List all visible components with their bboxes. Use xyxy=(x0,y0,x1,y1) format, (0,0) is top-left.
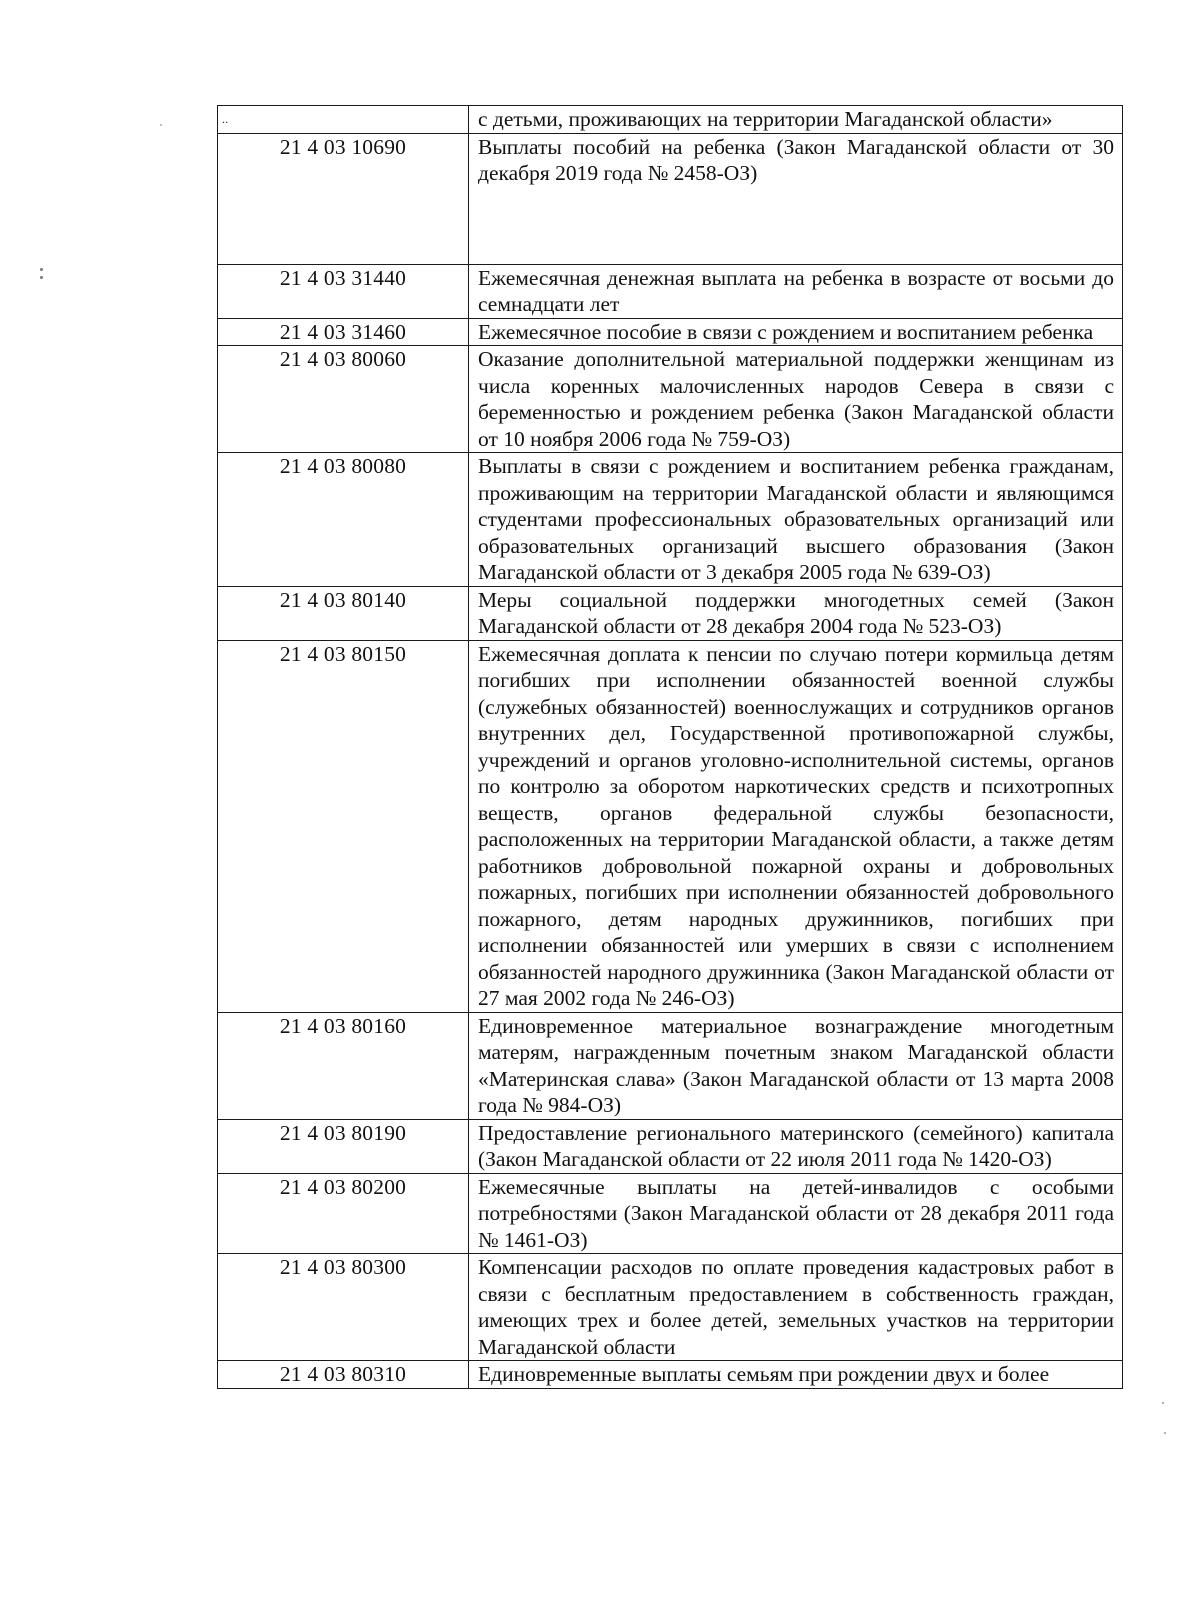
description-cell: Единовременное материальное вознаграждение многодетным матерям, награжденным почетным знаком Магаданской области «Материнская слава» (Закон Магаданской области от 13 марта 2008 года № 984-ОЗ) xyxy=(469,1012,1123,1119)
description-cell: Ежемесячная доплата к пенсии по случаю потери кормильца детям погибших при исполнении обязанностей военной службы (служебных обязанностей) военнослужащих и сотрудников органов внутренних дел, Государственной противопожарной службы, учреждений и органов уголовно-исполнительной системы, органов по контролю за оборотом наркотических средств и психотропных веществ, органов федеральной службы безопасности, расположенных на территории Магаданской области, а также детям работников добровольной пожарной охраны и добровольных пожарных, погибших при исполнении обязанностей добровольного пожарного, детям народных дружинников, погибших при исполнении обязанностей или умерших в связи с исполнением обязанностей народного дружинника (Закон Магаданской области от 27 мая 2002 года № 246-ОЗ) xyxy=(469,640,1123,1012)
table-row xyxy=(218,453,1123,587)
table-row xyxy=(218,1361,1123,1389)
code-cell: 21 4 03 80300 xyxy=(218,1254,469,1361)
scan-speck xyxy=(160,124,162,126)
code-cell: 21 4 03 80160 xyxy=(218,1012,469,1119)
table-row xyxy=(218,318,1123,346)
description-cell: Ежемесячная денежная выплата на ребенка в возрасте от восьми до семнадцати лет xyxy=(469,264,1123,318)
table-row xyxy=(218,586,1123,640)
table-row xyxy=(218,1254,1123,1361)
description-cell: Предоставление регионального материнского (семейного) капитала (Закон Магаданской области от 22 июля 2011 года № 1420-ОЗ) xyxy=(469,1119,1123,1173)
table-row xyxy=(218,264,1123,318)
code-cell: 21 4 03 80140 xyxy=(218,586,469,640)
scan-speck xyxy=(40,268,43,271)
code-cell: 21 4 03 80200 xyxy=(218,1173,469,1254)
description-cell: Оказание дополнительной материальной поддержки женщинам из числа коренных малочисленных народов Севера в связи с беременностью и рождением ребенка (Закон Магаданской области от 10 ноября 2006 года № 759-ОЗ) xyxy=(469,346,1123,453)
table-row xyxy=(218,640,1123,1012)
code-cell: .. xyxy=(218,106,469,134)
description-cell: Ежемесячные выплаты на детей-инвалидов с особыми потребностями (Закон Магаданской области от 28 декабря 2011 года № 1461-ОЗ) xyxy=(469,1173,1123,1254)
code-cell: 21 4 03 80150 xyxy=(218,640,469,1012)
table-row xyxy=(218,1012,1123,1119)
table-row xyxy=(218,133,1123,264)
table-row xyxy=(218,106,1123,134)
code-cell: 21 4 03 80190 xyxy=(218,1119,469,1173)
description-cell: Компенсации расходов по оплате проведения кадастровых работ в связи с бесплатным предоставлением в собственность граждан, имеющих трех и более детей, земельных участков на территории Магаданской области xyxy=(469,1254,1123,1361)
code-cell: 21 4 03 31440 xyxy=(218,264,469,318)
description-cell: Меры социальной поддержки многодетных семей (Закон Магаданской области от 28 декабря 2004 года № 523-ОЗ) xyxy=(469,586,1123,640)
table-row xyxy=(218,1119,1123,1173)
scan-speck xyxy=(40,276,43,279)
code-cell: 21 4 03 80060 xyxy=(218,346,469,453)
description-cell: с детьми, проживающих на территории Магаданской области» xyxy=(469,106,1123,134)
scan-speck xyxy=(1162,1402,1164,1404)
budget-codes-table xyxy=(217,105,1123,1389)
scan-speck xyxy=(1164,1432,1166,1434)
description-cell: Ежемесячное пособие в связи с рождением и воспитанием ребенка xyxy=(469,318,1123,346)
code-cell: 21 4 03 80080 xyxy=(218,453,469,587)
table-row xyxy=(218,1173,1123,1254)
code-cell: 21 4 03 31460 xyxy=(218,318,469,346)
code-cell: 21 4 03 10690 xyxy=(218,133,469,264)
description-cell: Выплаты пособий на ребенка (Закон Магаданской области от 30 декабря 2019 года № 2458-ОЗ) xyxy=(469,133,1123,264)
code-cell: 21 4 03 80310 xyxy=(218,1361,469,1389)
table-row xyxy=(218,346,1123,453)
description-cell: Единовременные выплаты семьям при рождении двух и более xyxy=(469,1361,1123,1389)
description-cell: Выплаты в связи с рождением и воспитанием ребенка гражданам, проживающим на территории Магаданской области и являющимся студентами профессиональных образовательных организаций или образовательных организаций высшего образования (Закон Магаданской области от 3 декабря 2005 года № 639-ОЗ) xyxy=(469,453,1123,587)
